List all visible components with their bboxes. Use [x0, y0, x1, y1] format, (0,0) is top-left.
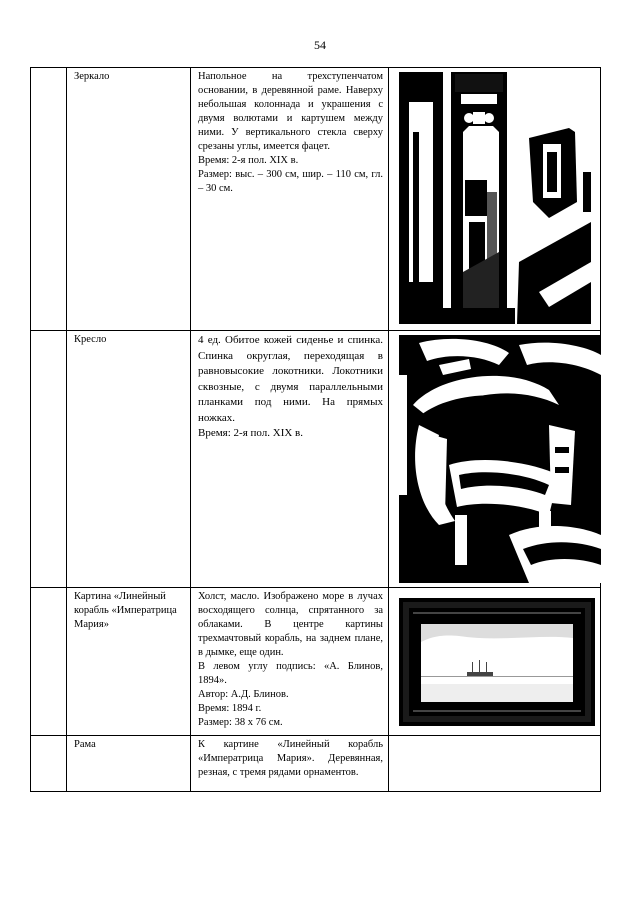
description-text: Напольное на трехступенчатом основании, в деревянной раме. Наверху небольшая колоннада и украшения с двумя волютами и картушем между ними. У вертикального стекла сверху срезаны углы, имеется фацет. [198, 71, 383, 152]
item-name-cell [67, 331, 191, 588]
item-photo-cell [389, 68, 601, 331]
description-size: Размер: выс. – 300 см, шир. – 110 см, гл. – 30 см. [198, 169, 383, 194]
description-text: 4 ед. Обитое кожей сиденье и спинка. Спинка округлая, переходящая в равновысокие локотники. Локотники сквозные, с двумя параллельными планками под ними. На прямых ножках. [198, 334, 383, 424]
item-description-cell [191, 331, 389, 588]
row-number-cell [31, 331, 67, 588]
table-row [31, 68, 601, 331]
armchair-photo [399, 335, 601, 583]
item-name-cell [67, 68, 191, 331]
row-number-cell [31, 68, 67, 331]
description-author: Автор: А.Д. Блинов. [198, 689, 289, 700]
item-photo-cell [389, 588, 601, 736]
item-name: Рама [74, 739, 96, 750]
mirror-photo [399, 72, 591, 324]
table-row [31, 736, 601, 792]
table-row [31, 331, 601, 588]
description-time: Время: 1894 г. [198, 703, 262, 714]
row-number-cell [31, 736, 67, 792]
page-number: 54 [314, 38, 326, 52]
description-time: Время: 2-я пол. XIX в. [198, 427, 303, 439]
item-description-cell [191, 68, 389, 331]
item-name-cell [67, 588, 191, 736]
description-size: Размер: 38 х 76 см. [198, 717, 283, 728]
item-name: Зеркало [74, 71, 110, 82]
item-photo-cell [389, 736, 601, 792]
table-row [31, 588, 601, 736]
item-description-cell [191, 736, 389, 792]
description-text: Холст, масло. Изображено море в лучах восходящего солнца, спрятанного за облаками. В центре картины трехмачтовый корабль, на заднем плане, в дымке, еще один. [198, 591, 383, 658]
item-name: Кресло [74, 334, 107, 345]
row-number-cell [31, 588, 67, 736]
description-signature: В левом углу подпись: «А. Блинов, 1894». [198, 661, 383, 686]
description-time: Время: 2-я пол. XIX в. [198, 155, 299, 166]
painting-photo [399, 598, 595, 726]
item-description-cell [191, 588, 389, 736]
item-name-cell [67, 736, 191, 792]
item-name: Картина «Линейный корабль «Императрица Мария» [74, 591, 177, 630]
inventory-table [30, 67, 601, 792]
item-photo-cell [389, 331, 601, 588]
description-text: К картине «Линейный корабль «Императрица Мария». Деревянная, резная, с тремя рядами орнаментов. [198, 739, 383, 778]
